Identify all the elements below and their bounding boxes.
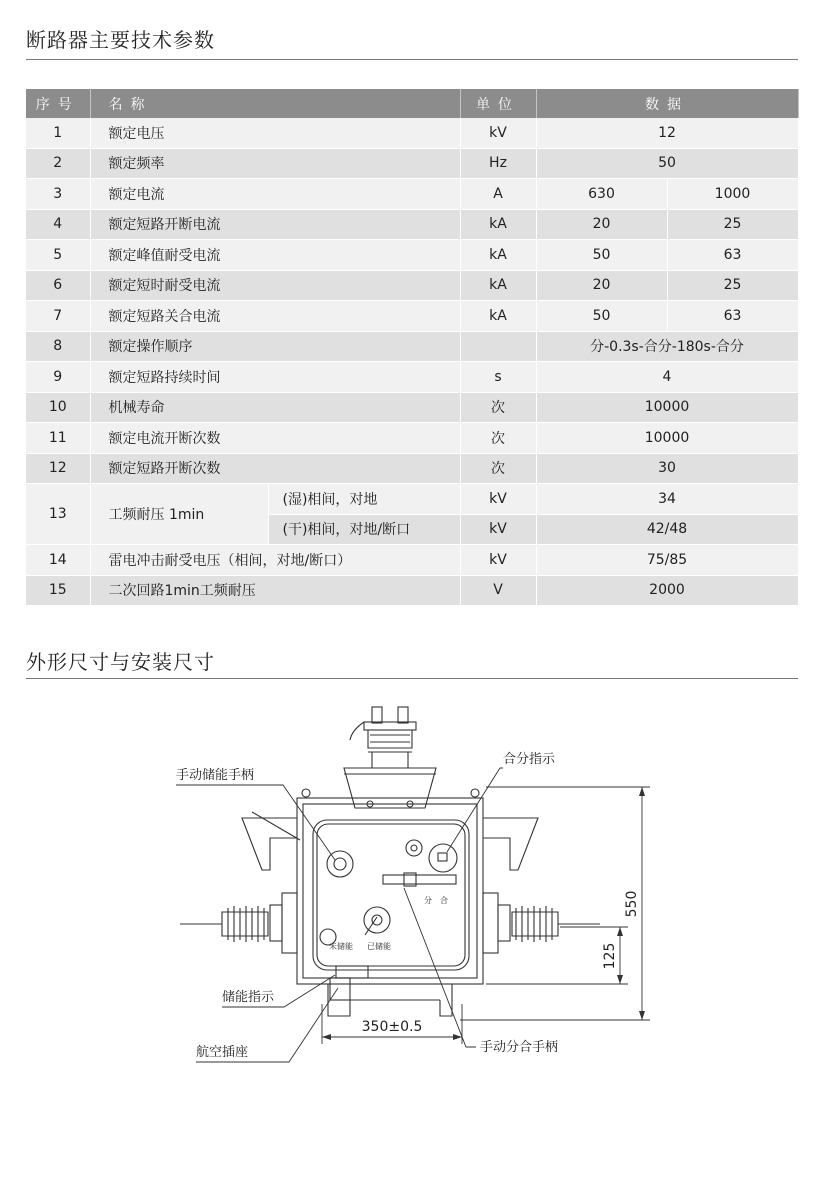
- cell-unit: kA: [460, 240, 536, 271]
- section-divider: [26, 59, 798, 60]
- cell-condition: (干)相间，对地/断口: [268, 514, 460, 545]
- cell-value: 12: [536, 118, 798, 148]
- table-row: [26, 209, 798, 240]
- table-row: [26, 179, 798, 210]
- header-unit: 单位: [460, 89, 536, 118]
- table-row: [26, 484, 798, 515]
- cell-name: 雷电冲击耐受电压（相间，对地/断口）: [90, 545, 460, 576]
- dim-350: 350±0.5: [361, 1019, 423, 1035]
- cell-value: 630: [536, 179, 667, 210]
- cell-unit: kA: [460, 209, 536, 240]
- cell-no: 15: [26, 575, 90, 606]
- breaker-body: [297, 798, 483, 984]
- spec-table: [26, 89, 799, 606]
- cell-unit: [460, 331, 536, 362]
- label-open: 分: [424, 896, 432, 905]
- table-row: [26, 301, 798, 332]
- right-insulator: [512, 906, 558, 942]
- cell-name: 额定频率: [90, 148, 460, 179]
- cell-name: 额定操作顺序: [90, 331, 460, 362]
- label-manual-storage-handle: 手动储能手柄: [176, 768, 255, 783]
- cell-no: 9: [26, 362, 90, 393]
- cell-value: 20: [536, 209, 667, 240]
- cell-no: 7: [26, 301, 90, 332]
- cell-no: 13: [26, 484, 90, 545]
- cell-unit: V: [460, 575, 536, 606]
- open-close-indicator-dial: [429, 844, 457, 872]
- cell-value: 20: [536, 270, 667, 301]
- cell-no: 11: [26, 423, 90, 454]
- section-title-dimensions: 外形尺寸与安装尺寸: [26, 650, 215, 674]
- terminal-bolt: [398, 707, 408, 723]
- cell-value: 10000: [536, 423, 798, 454]
- cell-unit: kA: [460, 270, 536, 301]
- label-not-stored: 未储能: [329, 942, 353, 951]
- cell-value: 10000: [536, 392, 798, 423]
- terminal-bolt: [372, 707, 382, 723]
- table-row: [26, 575, 798, 606]
- table-row: [26, 331, 798, 362]
- table-row: [26, 362, 798, 393]
- table-row: [26, 118, 798, 148]
- cell-no: 4: [26, 209, 90, 240]
- left-insulator: [222, 906, 268, 942]
- cell-name: 额定短时耐受电流: [90, 270, 460, 301]
- cell-unit: s: [460, 362, 536, 393]
- dim-125: 125: [602, 942, 618, 970]
- cell-unit: kV: [460, 514, 536, 545]
- cell-value: 25: [667, 270, 798, 301]
- cell-value: 25: [667, 209, 798, 240]
- label-aviation-socket: 航空插座: [196, 1045, 249, 1060]
- cell-name: 机械寿命: [90, 392, 460, 423]
- cell-value: 34: [536, 484, 798, 515]
- cell-unit: 次: [460, 453, 536, 484]
- cell-value: 4: [536, 362, 798, 393]
- cell-no: 1: [26, 118, 90, 148]
- table-row: [26, 392, 798, 423]
- cell-unit: kV: [460, 545, 536, 576]
- cell-no: 12: [26, 453, 90, 484]
- cell-unit: kV: [460, 484, 536, 515]
- header-no: 序号: [26, 89, 90, 118]
- cell-name: 额定短路持续时间: [90, 362, 460, 393]
- cell-value: 2000: [536, 575, 798, 606]
- label-close: 合: [440, 896, 448, 905]
- cell-unit: kV: [460, 118, 536, 148]
- section-divider: [26, 678, 798, 679]
- cell-name: 二次回路1min工频耐压: [90, 575, 460, 606]
- cell-name: 额定短路关合电流: [90, 301, 460, 332]
- table-row: [26, 545, 798, 576]
- cell-value: 50: [536, 240, 667, 271]
- cell-value: 30: [536, 453, 798, 484]
- section-title-params: 断路器主要技术参数: [26, 28, 215, 52]
- table-row: [26, 148, 798, 179]
- cell-name: 额定短路开断电流: [90, 209, 460, 240]
- cell-name: 工频耐压 1min: [90, 484, 268, 545]
- cell-unit: kA: [460, 301, 536, 332]
- storage-indicator-dial: [364, 907, 390, 933]
- cell-name: 额定峰值耐受电流: [90, 240, 460, 271]
- cell-value: 50: [536, 301, 667, 332]
- cell-no: 8: [26, 331, 90, 362]
- cell-value: 63: [667, 240, 798, 271]
- cell-no: 10: [26, 392, 90, 423]
- cell-no: 3: [26, 179, 90, 210]
- table-header-row: [26, 89, 798, 118]
- label-storage-indicator: 储能指示: [222, 990, 275, 1005]
- cell-value: 分-0.3s-合分-180s-合分: [536, 331, 798, 362]
- table-row: [26, 270, 798, 301]
- cell-no: 5: [26, 240, 90, 271]
- cell-no: 6: [26, 270, 90, 301]
- cell-unit: 次: [460, 392, 536, 423]
- cell-no: 14: [26, 545, 90, 576]
- cell-value: 63: [667, 301, 798, 332]
- cell-unit: 次: [460, 423, 536, 454]
- storage-handle: [327, 851, 353, 877]
- cell-value: 50: [536, 148, 798, 179]
- dim-550: 550: [624, 890, 640, 918]
- breaker-outline-drawing: [0, 690, 827, 1090]
- header-name: 名称: [90, 89, 460, 118]
- cell-name: 额定电流开断次数: [90, 423, 460, 454]
- cell-value: 42/48: [536, 514, 798, 545]
- cell-value: 75/85: [536, 545, 798, 576]
- aviation-socket: [336, 966, 368, 978]
- cell-condition: (湿)相间，对地: [268, 484, 460, 515]
- cell-no: 2: [26, 148, 90, 179]
- cell-name: 额定短路开断次数: [90, 453, 460, 484]
- header-data: 数据: [536, 89, 798, 118]
- cell-unit: A: [460, 179, 536, 210]
- cell-name: 额定电流: [90, 179, 460, 210]
- open-close-handle: [383, 875, 456, 884]
- label-open-close-indicator: 合分指示: [503, 752, 556, 767]
- cell-name: 额定电压: [90, 118, 460, 148]
- cell-unit: Hz: [460, 148, 536, 179]
- table-row: [26, 423, 798, 454]
- cell-value: 1000: [667, 179, 798, 210]
- label-stored: 已储能: [367, 942, 391, 951]
- table-row: [26, 240, 798, 271]
- label-manual-open-close-handle: 手动分合手柄: [480, 1040, 559, 1055]
- table-row: [26, 453, 798, 484]
